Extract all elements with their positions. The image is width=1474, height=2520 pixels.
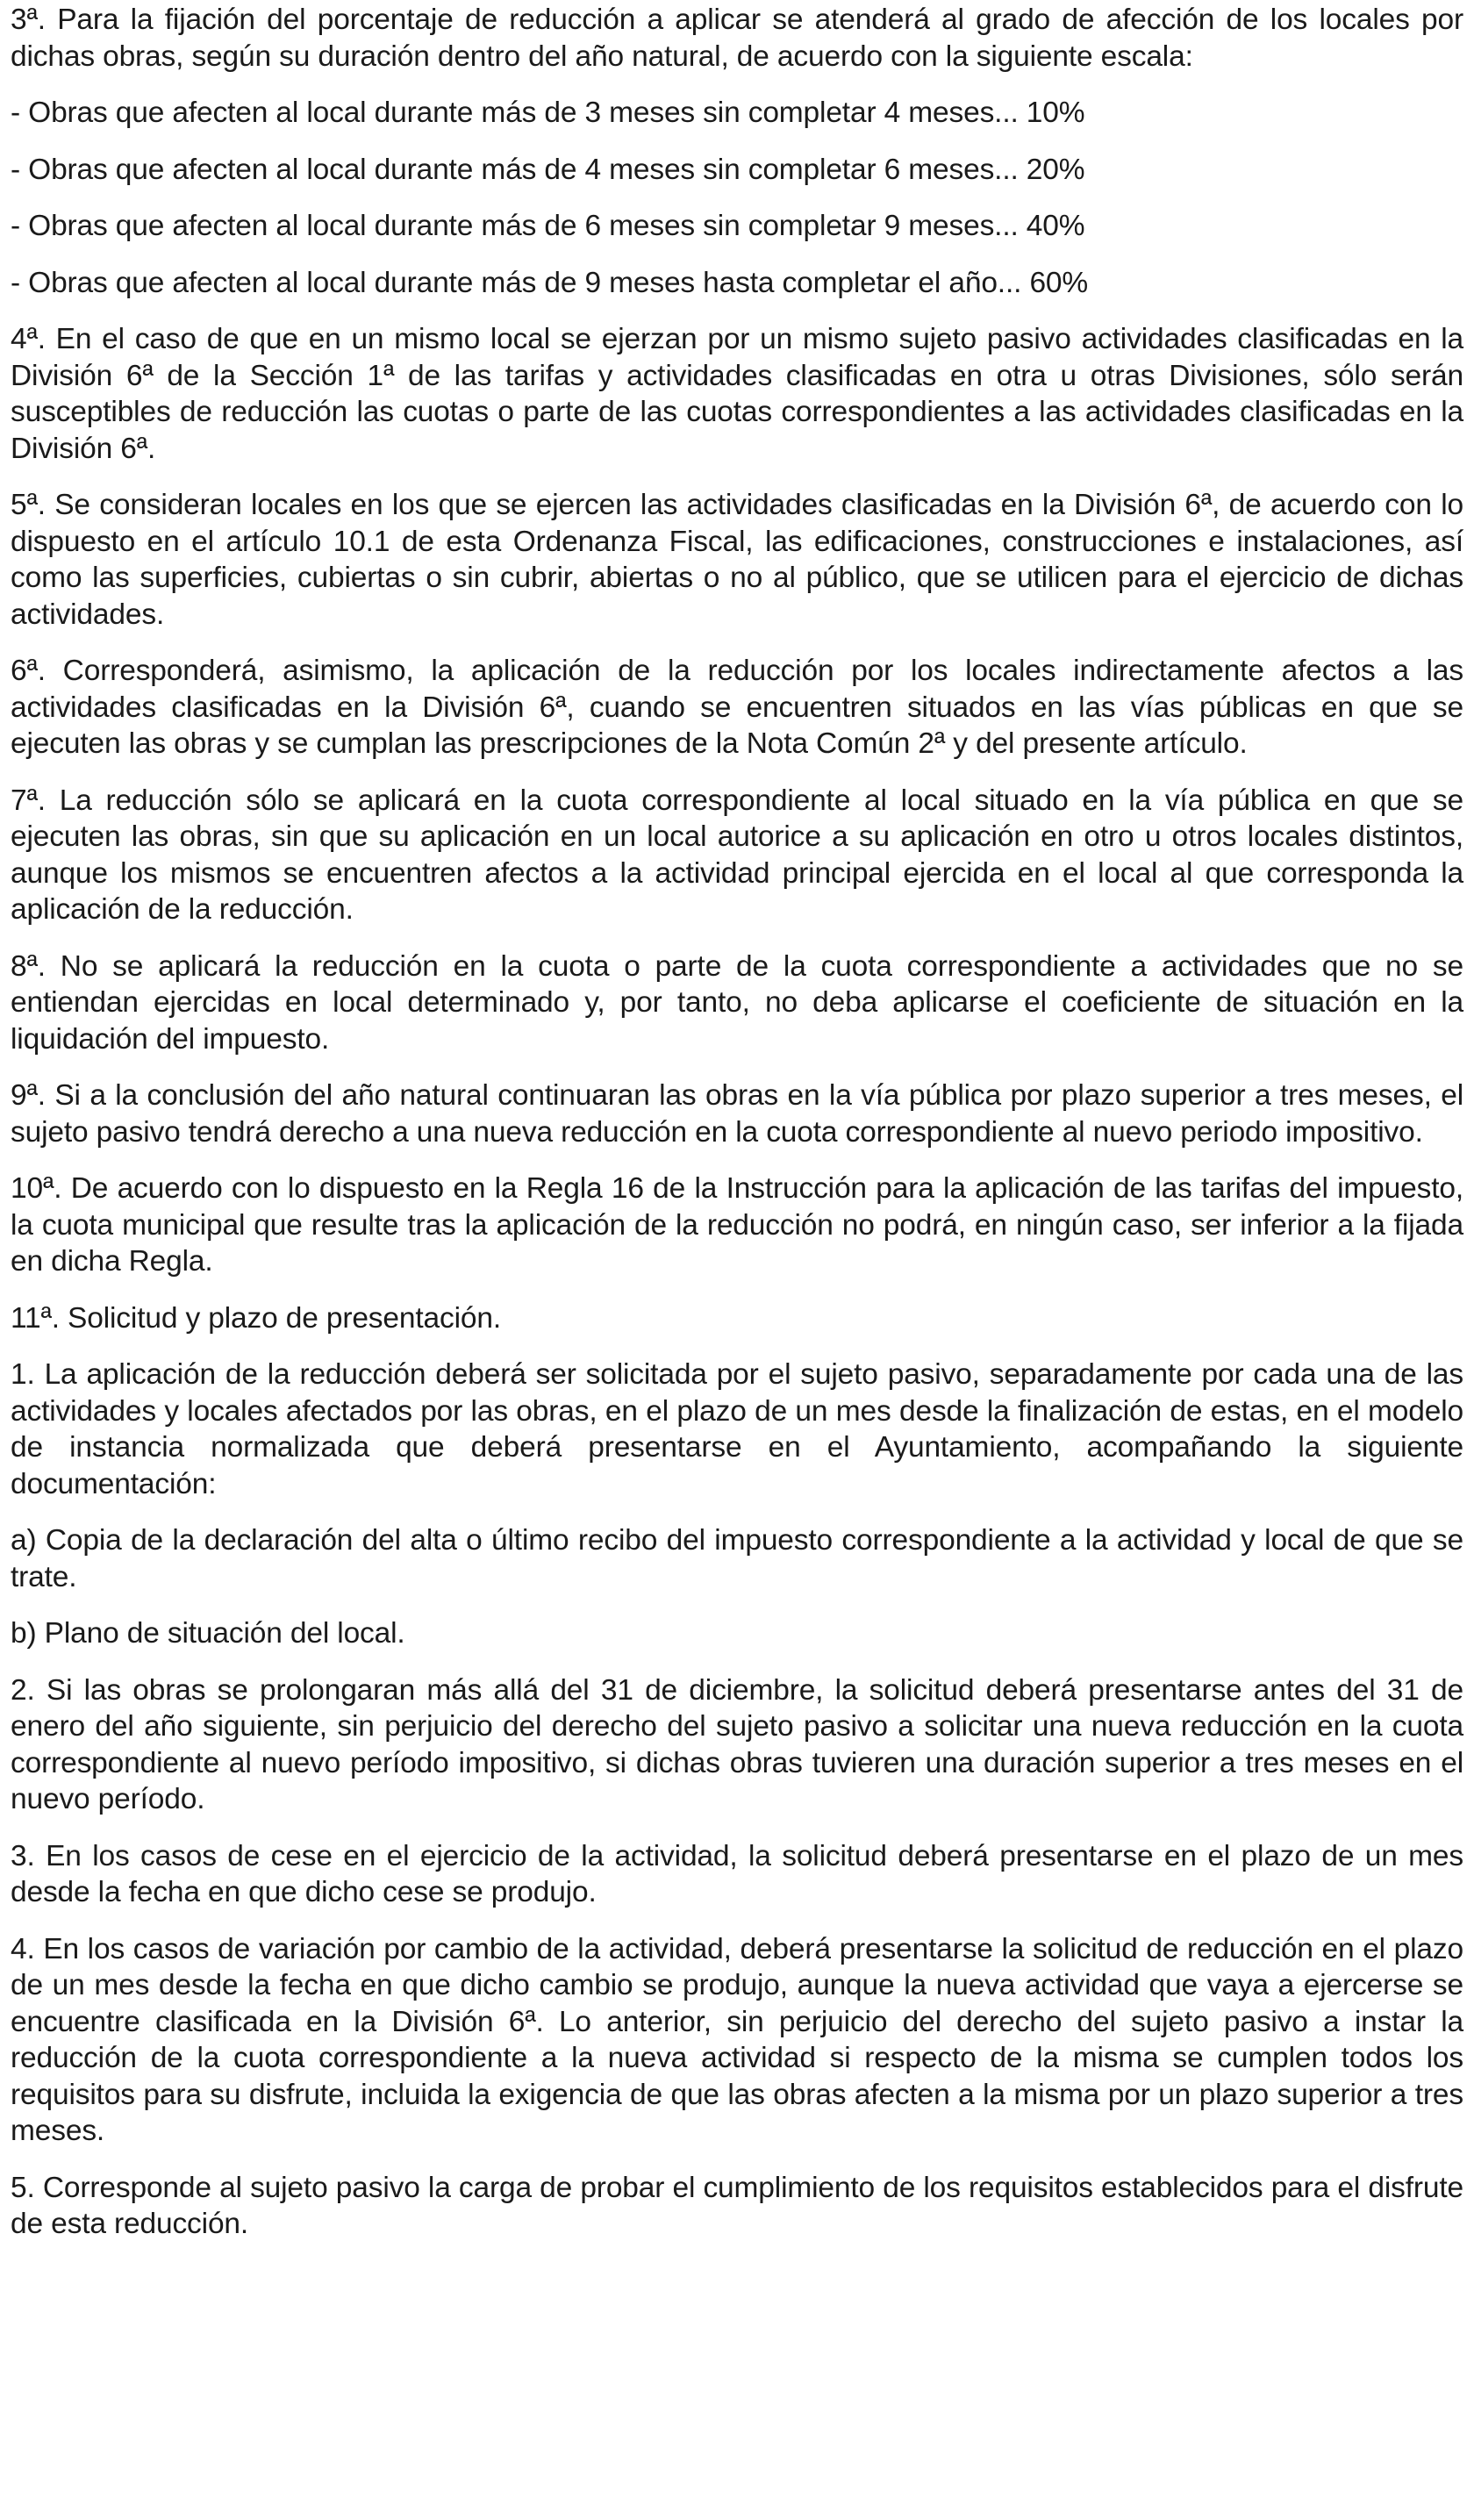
scale-item-40-percent: - Obras que afecten al local durante más de 6 meses sin completar 9 meses... 40% [11,210,1085,242]
scale-item-20-percent: - Obras que afecten al local durante más de 4 meses sin completar 6 meses... 20% [11,153,1085,186]
paragraph-rule-5: 5ª. Se consideran locales en los que se ejercen las actividades clasificadas en la División 6ª, de acuerdo con lo dispuesto en el artículo 10.1 de esta Ordenanza Fiscal, las edificaciones, construcciones e instalaciones, así como las superficies, cubiertas o sin cubrir, abiertas o no al público, que se utilicen para el ejercicio de dichas actividades. [11,489,1463,631]
paragraph-rule-4: 4ª. En el caso de que en un mismo local se ejerzan por un mismo sujeto pasivo actividades clasificadas en la División 6ª de la Sección 1ª de las tarifas y actividades clasificadas en otra u otras Divisiones, sólo serán susceptibles de reducción las cuotas o parte de las cuotas correspondientes a las actividades clasificadas en la División 6ª. [11,323,1463,465]
paragraph-item-1: 1. La aplicación de la reducción deberá ser solicitada por el sujeto pasivo, separadamente por cada una de las actividades y locales afectados por las obras, en el plazo de un mes desde la finalización de estas, en el modelo de instancia normalizada que deberá presentarse en el Ayuntamiento, acompañando la siguiente documentación: [11,1358,1463,1500]
section-heading-rule-11: 11ª. Solicitud y plazo de presentación. [11,1301,502,1335]
paragraph-rule-7: 7ª. La reducción sólo se aplicará en la cuota correspondiente al local situado en la vía pública en que se ejecuten las obras, sin que su aplicación en un local autorice a su aplicación en otro u otros locales distintos, aunque los mismos se encuentren afectos a la actividad principal ejercida en el local al que corresponda la aplicación de la reducción. [11,784,1463,926]
paragraph-rule-8: 8ª. No se aplicará la reducción en la cuota o parte de la cuota correspondiente a actividades que no se entiendan ejercidas en local determinado y, por tanto, no deba aplicarse el coeficiente de situación en la liquidación del impuesto. [11,949,1463,1056]
scale-item-10-percent: - Obras que afecten al local durante más de 3 meses sin completar 4 meses... 10% [11,97,1085,129]
paragraph-item-3: 3. En los casos de cese en el ejercicio de la actividad, la solicitud deberá presentarse en el plazo de un mes desde la fecha en que dicho cese se produjo. [11,1839,1463,1908]
document-body [11,2,1463,2263]
paragraph-rule-9: 9ª. Si a la conclusión del año natural continuaran las obras en la vía pública por plazo superior a tres meses, el sujeto pasivo tendrá derecho a una nueva reducción en la cuota correspondiente al nuevo periodo impositivo. [11,1079,1463,1149]
scale-item-60-percent: - Obras que afecten al local durante más de 9 meses hasta completar el año... 60% [11,266,1089,299]
paragraph-item-a: a) Copia de la declaración del alta o último recibo del impuesto correspondiente a la actividad y local de que se trate. [11,1524,1463,1593]
paragraph-item-b: b) Plano de situación del local. [11,1617,405,1650]
paragraph-item-5: 5. Corresponde al sujeto pasivo la carga de probar el cumplimiento de los requisitos establecidos para el disfrute de esta reducción. [11,2171,1463,2240]
paragraph-rule-6: 6ª. Corresponderá, asimismo, la aplicación de la reducción por los locales indirectamente afectos a las actividades clasificadas en la División 6ª, cuando se encuentren situados en las vías públicas en que se ejecuten las obras y se cumplan las prescripciones de la Nota Común 2ª y del presente artículo. [11,655,1463,760]
paragraph-rule-10: 10ª. De acuerdo con lo dispuesto en la Regla 16 de la Instrucción para la aplicación de las tarifas del impuesto, la cuota municipal que resulte tras la aplicación de la reducción no podrá, en ningún caso, ser inferior a la fijada en dicha Regla. [11,1172,1463,1278]
paragraph-item-2: 2. Si las obras se prolongaran más allá del 31 de diciembre, la solicitud deberá presentarse antes del 31 de enero del año siguiente, sin perjuicio del derecho del sujeto pasivo a solicitar una nueva reducción en la cuota correspondiente al nuevo período impositivo, si dichas obras tuvieren una duración superior a tres meses en el nuevo período. [11,1673,1463,1815]
paragraph-item-4: 4. En los casos de variación por cambio de la actividad, deberá presentarse la solicitud de reducción en el plazo de un mes desde la fecha en que dicho cambio se produjo, aunque la nueva actividad que vaya a ejercerse se encuentre clasificada en la División 6ª. Lo anterior, sin perjuicio del derecho del sujeto pasivo a instar la reducción de la cuota correspondiente a la nueva actividad si respecto de la misma se cumplen todos los requisitos para su disfrute, incluida la exigencia de que las obras afecten a la misma por un plazo superior a tres meses. [11,1932,1463,2147]
paragraph-rule-3: 3ª. Para la fijación del porcentaje de reducción a aplicar se atenderá al grado de afección de los locales por dichas obras, según su duración dentro del año natural, de acuerdo con la siguiente escala: [11,4,1463,73]
